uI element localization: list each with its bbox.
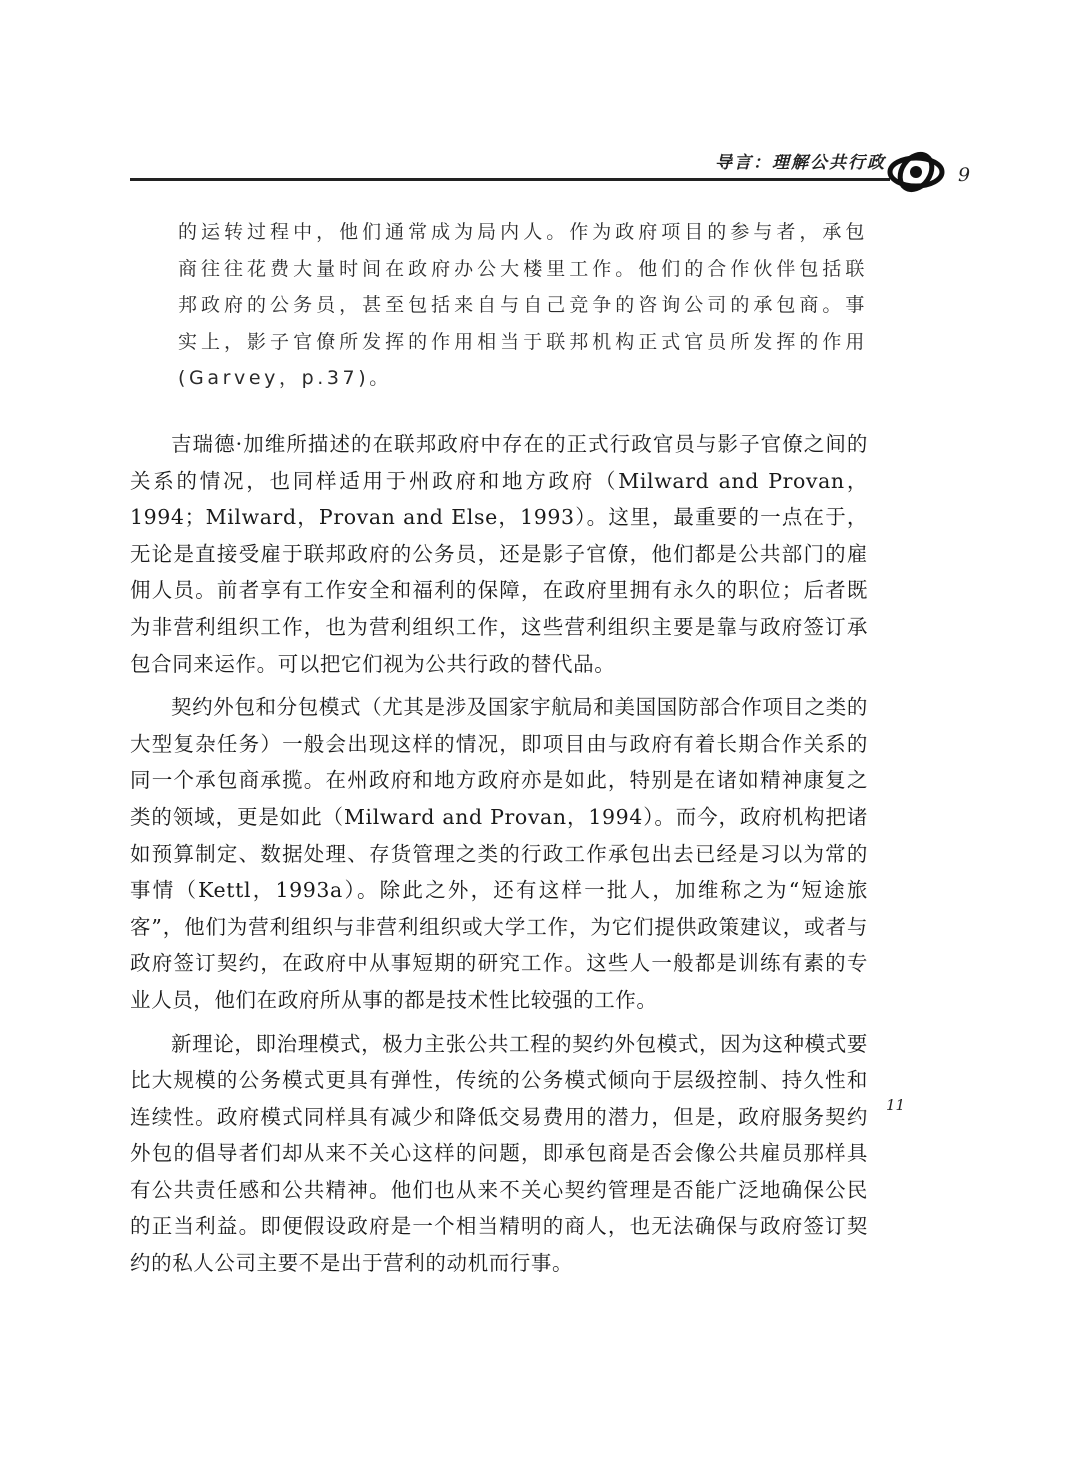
page-number: 9 bbox=[958, 164, 971, 186]
header-rule bbox=[130, 178, 890, 181]
paragraph: 契约外包和分包模式（尤其是涉及国家宇航局和美国国防部合作项目之类的大型复杂任务）一般会出现这样的情况，即项目由与政府有着长期合作关系的同一个承包商承揽。在州政府和地方政府亦是如此，特别是在诸如精神康复之类的领域，更是如此（Milward and Provan，1994）。而今，政府机构把诸如预算制定、数据处理、存货管理之类的行政工作承包出去已经是习以为常的事情（Kettl，1993a）。除此之外，还有这样一批人，加维称之为“短途旅客”，他们为营利组织与非营利组织或大学工作，为它们提供政策建议，或者与政府签订契约，在政府中从事短期的研究工作。这些人一般都是训练有素的专业人员，他们在政府所从事的都是技术性比较强的工作。 bbox=[130, 695, 868, 1012]
block-quote: 的运转过程中，他们通常成为局内人。作为政府项目的参与者，承包商往往花费大量时间在政府办公大楼里工作。他们的合作伙伴包括联邦政府的公务员，甚至包括来自与自己竞争的咨询公司的承包商。事实上，影子官僚所发挥的作用相当于联邦机构正式官员所发挥的作用(Garvey，p.37)。 bbox=[178, 221, 868, 389]
original-page-marker: 11 bbox=[886, 1096, 906, 1114]
paragraph: 吉瑞德·加维所描述的在联邦政府中存在的正式行政官员与影子官僚之间的关系的情况，也同样适用于州政府和地方政府（Milward and Provan，1994；Milward，Provan and Else，1993）。这里，最重要的一点在于，无论是直接受雇于联邦政府的公务员，还是影子官僚，他们都是公共部门的雇佣人员。前者享有工作安全和福利的保障，在政府里拥有永久的职位；后者既为非营利组织工作，也为营利组织工作，这些营利组织主要是靠与政府签订承包合同来运作。可以把它们视为公共行政的替代品。 bbox=[130, 432, 868, 676]
paragraph: 新理论，即治理模式，极力主张公共工程的契约外包模式，因为这种模式要比大规模的公务模式更具有弹性，传统的公务模式倾向于层级控制、持久性和连续性。政府模式同样具有减少和降低交易费用的潜力，但是，政府服务契约外包的倡导者们却从来不关心这样的问题，即承包商是否会像公共雇员那样具有公共责任感和公共精神。他们也从来不关心契约管理是否能广泛地确保公民的正当利益。即便假设政府是一个相当精明的商人，也无法确保与政府签订契约的私人公司主要不是出于营利的动机而行事。 bbox=[130, 1031, 868, 1276]
book-logo-icon bbox=[886, 150, 946, 194]
running-header bbox=[0, 0, 1080, 200]
body-text bbox=[130, 426, 868, 1289]
running-header-title: 导言：理解公共行政 bbox=[715, 153, 886, 173]
